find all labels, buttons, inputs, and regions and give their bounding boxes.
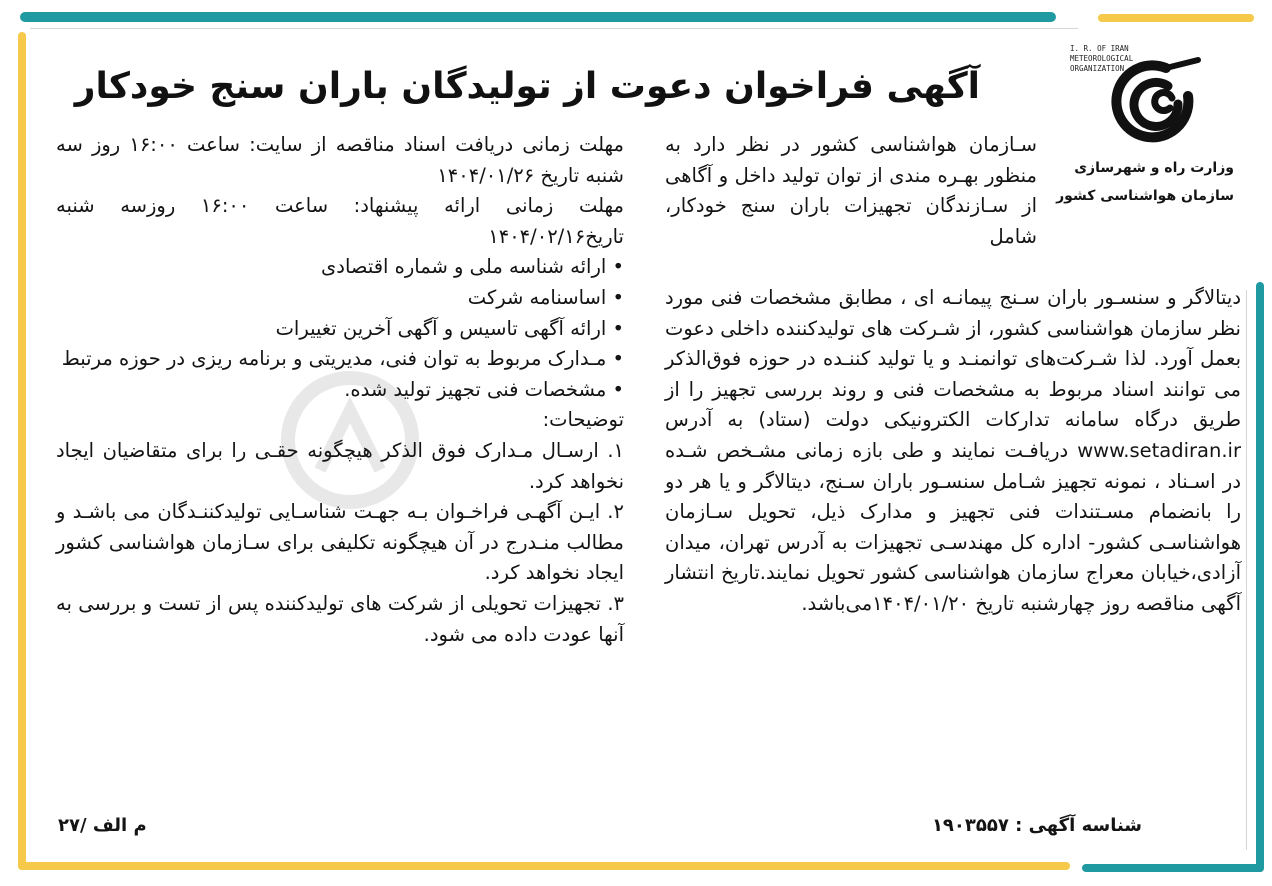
- deadline-proposal: مهلت زمانی ارائه پیشنهاد: ساعت ۱۶:۰۰ روزسه شنبه تاریخ۱۴۰۴/۰۲/۱۶: [56, 194, 624, 248]
- paragraph-part: دیتالاگر و سنسـور باران سـنج پیمانـه ای ، مطابق مشخصات فنی مورد نظر سازمان هواشناسی کشور، از شـرکت های تولیدکننده داخلی دعوت بعمل آورد. لذا شـرکت‌های توانمنـد و یا تولید کننـده در حوزه فوق‌الذکر می توانند اسناد مربوط به مشخصات فنی و روند بررسی تجهیز را از طریق درگاه سامانه تدارکات الکترونیکی دولت (ستاد) به آدرس: [665, 286, 1241, 432]
- frame-left-bar: [18, 32, 26, 870]
- body-left-column: [56, 130, 624, 650]
- setad-url: www.setadiran.ir: [1077, 438, 1241, 462]
- frame-right-bar: [1256, 282, 1264, 872]
- logo-en-line: ORGANIZATION: [1070, 64, 1125, 73]
- requirement-item: • اساسنامه شرکت: [467, 285, 624, 309]
- frame-inner-line: [1246, 290, 1247, 850]
- logo-en-line: I. R. OF IRAN: [1070, 44, 1129, 53]
- logo-english-text: [1070, 44, 1154, 74]
- frame-top-right-bar: [1098, 14, 1254, 22]
- ad-code: م الف /۲۷: [58, 815, 147, 836]
- requirement-item: • مشخصات فنی تجهیز تولید شده.: [344, 377, 624, 401]
- requirement-item: • ارائه آگهی تاسیس و آگهی آخرین تغییرات: [275, 316, 624, 340]
- ad-id: شناسه آگهی : ۱۹۰۳۵۵۷: [931, 815, 1142, 836]
- requirement-item: • مـدارک مربوط به توان فنی، مدیریتی و برنامه ریزی در حوزه مرتبط: [61, 347, 624, 371]
- page-title: آگهی فراخوان دعوت از تولیدگان باران سنج خودکار: [74, 66, 980, 107]
- note-item: ۲. ایـن آگهـی فراخـوان بـه جهـت شناسـایی تولیدکننـدگان می باشـد و مطالب منـدرج در آن هیچگونه تکلیفی برای سـازمان هواشناسی کشور ایجاد نخواهد کرد.: [56, 500, 624, 585]
- note-item: ۳. تجهیزات تحویلی از شرکت های تولیدکننده پس از تست و بررسی به آنها عودت داده می شود.: [56, 591, 624, 646]
- paragraph: [665, 283, 1241, 620]
- deadline-documents: مهلت زمانی دریافت اسناد مناقصه از سایت: ساعت ۱۶:۰۰ روز سه شنبه تاریخ ۱۴۰۴/۰۱/۲۶: [56, 133, 624, 187]
- body-right-top: [665, 130, 1037, 252]
- organization-name: سازمان هواشناسی کشور: [1056, 188, 1234, 204]
- logo-en-line: METEOROLOGICAL: [1070, 54, 1134, 63]
- frame-inner-line: [30, 28, 1078, 29]
- frame-bottom-bar: [18, 862, 1070, 870]
- notes-heading: توضیحات:: [542, 408, 624, 432]
- note-item: ۱. ارسـال مـدارک فوق الذکر هیچگونه حقـی را برای متقاضیان ایجاد نخواهد کرد.: [56, 438, 624, 493]
- frame-top-bar: [20, 12, 1056, 22]
- body-right-bottom: [665, 283, 1241, 620]
- paragraph-part: دریافـت نمایند و طی بازه زمانی مشـخص شـده در اسـناد ، نمونه تجهیز شـامل سنسـور باران سـنج، دیتالاگر و یا هر دو را بانضمام مسـتندات فنی تجهیز و مدارک ذیل، تحویل سـازمان هواشناسـی کشور- اداره کل مهندسـی تجهیزات به آدرس تهران، میدان آزادی،خیابان معراج سازمان هواشناسی کشور تحویل نمایند.تاریخ انتشار آگهی مناقصه روز چهارشنبه تاریخ ۱۴۰۴/۰۱/۲۰می‌باشد.: [665, 438, 1241, 615]
- frame-bottom-right-bar: [1082, 864, 1264, 872]
- ministry-name: وزارت راه و شهرسازی: [1074, 160, 1234, 176]
- requirement-item: • ارائه شناسه ملی و شماره اقتصادی: [321, 255, 624, 279]
- paragraph: سـازمان هواشناسی کشور در نظر دارد به منظور بهـره مندی از توان تولید داخل و آگاهی از سـازندگان تجهیزات باران سنج خودکار، شامل: [665, 133, 1037, 248]
